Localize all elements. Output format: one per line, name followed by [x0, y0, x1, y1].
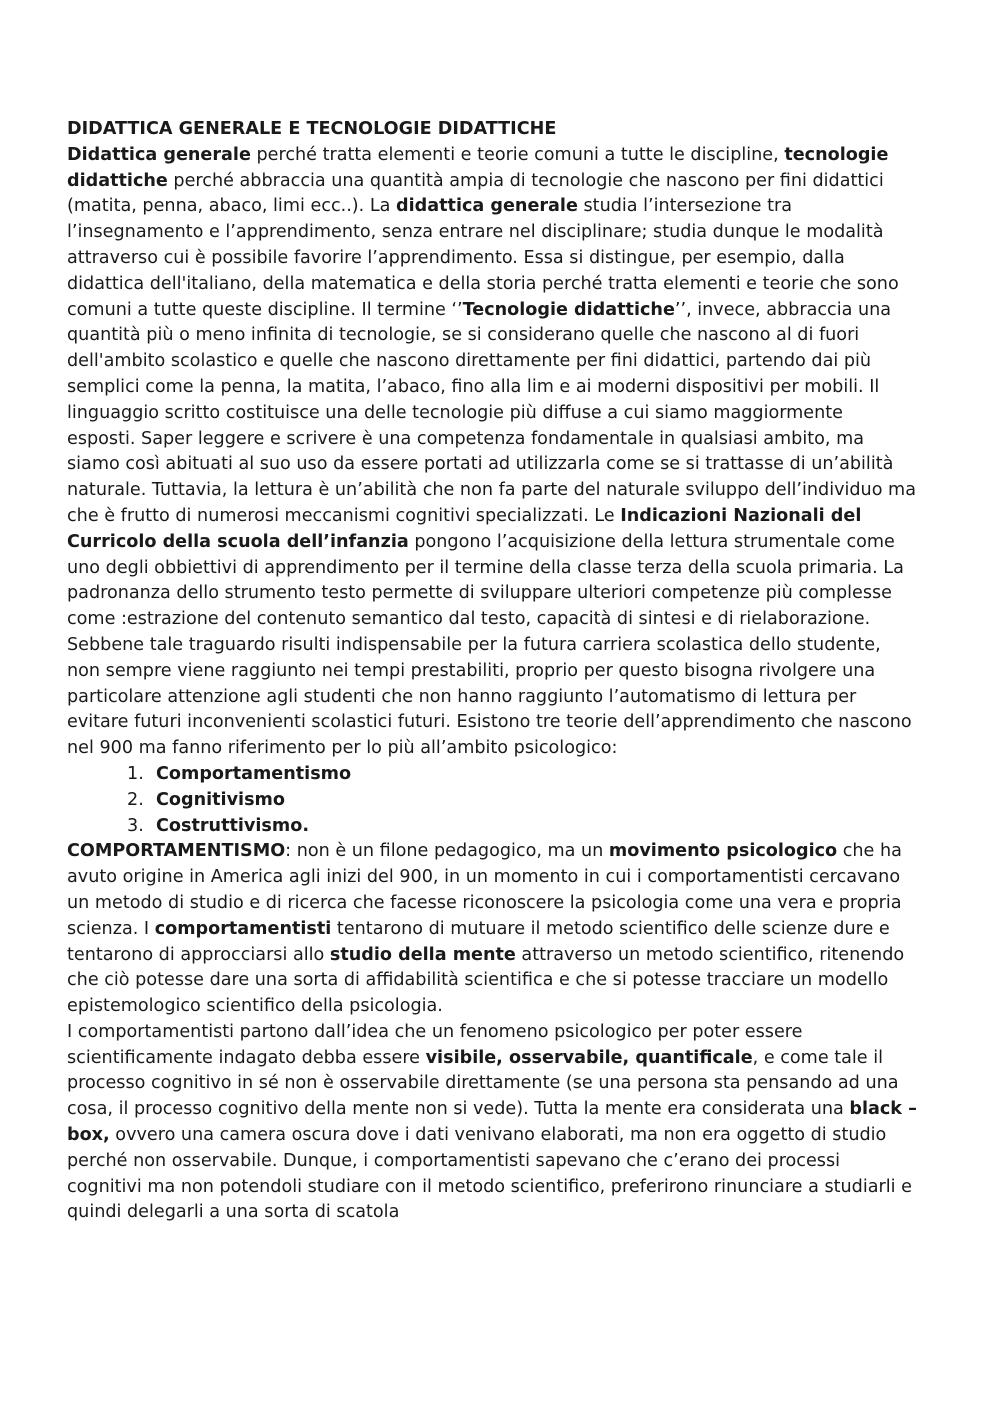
- text-run: attraverso un metodo scientifico, ritenendo che ciò potesse dare una sorta di affidabilità scientifica e che si potesse tracciare un modello epistemologico scientifico della psicologia.: [67, 944, 905, 1017]
- bold-text-run: didattica generale: [396, 196, 578, 217]
- behaviorism-paragraph: [67, 839, 917, 1020]
- list-item-label: Cognitivismo: [156, 789, 285, 810]
- bold-text-run: Didattica generale: [67, 144, 251, 165]
- bold-text-run: COMPORTAMENTISMO: [67, 841, 286, 862]
- bold-text-run: visibile, osservabile, quantificale: [425, 1047, 753, 1068]
- text-run: che ha avuto origine in America agli inizi del 900, in un momento in cui i comportamentisti cercavano un metodo di studio e di ricerca che facesse riconoscere la psicologia come una vera e propria scienza. I: [67, 841, 902, 939]
- document-title: DIDATTICA GENERALE E TECNOLOGIE DIDATTICHE: [67, 119, 557, 139]
- text-run: tentarono di mutuare il metodo scientifico delle scienze dure e tentarono di approcciarsi allo: [67, 918, 890, 965]
- list-item: [127, 814, 917, 840]
- text-run: : non è un filone pedagogico, ma un: [285, 841, 609, 862]
- list-item-number: 3.: [127, 815, 144, 836]
- document-page: [67, 117, 917, 1226]
- text-run: ovvero una camera oscura dove i dati venivano elaborati, ma non era oggetto di studio perché non osservabile. Dunque, i comportamentisti sapevano che c’erano dei processi cognitivi ma non potendoli studiare con il metodo scientifico, preferirono rinunciare a studiarli e quindi delegarli a una sorta di scatola: [67, 1125, 912, 1223]
- list-item-number: 1.: [127, 763, 144, 784]
- bold-text-run: movimento psicologico: [608, 841, 838, 862]
- text-run: pongono l’acquisizione della lettura strumentale come uno degli obbiettivi di apprendimento per il termine della classe terza della scuola primaria. La padronanza dello strumento testo permette di sviluppare ulteriori competenze più complesse come :estrazione del contenuto semantico dal testo, capacità di sintesi e di rielaborazione. Sebbene tale traguardo risulti indispensabile per la futura carriera scolastica dello studente, non sempre viene raggiunto nei tempi prestabiliti, proprio per questo bisogna rivolgere una particolare attenzione agli studenti che non hanno raggiunto l’automatismo di lettura per evitare futuri inconvenienti scolastici futuri. Esistono tre teorie dell’apprendimento che nascono nel 900 ma fanno riferimento per lo più all’ambito psicologico:: [67, 531, 912, 759]
- bold-text-run: black – box,: [67, 1099, 917, 1146]
- bold-text-run: Tecnologie didattiche: [462, 299, 675, 320]
- text-run: perché tratta elementi e teorie comuni a tutte le discipline,: [250, 144, 785, 165]
- text-run: studia l’intersezione tra l’insegnamento e l’apprendimento, senza entrare nel disciplinare; studia dunque le modalità attraverso cui è possibile favorire l’apprendimento. Essa si distingue, per esempio, dalla didattica dell'italiano, della matematica e della storia perché tratta elementi e teorie che sono comuni a tutte queste discipline. Il termine ‘’: [67, 196, 899, 320]
- list-item-label: Costruttivismo.: [156, 815, 310, 836]
- intro-paragraph: [67, 143, 917, 762]
- bold-text-run: tecnologie didattiche: [67, 144, 889, 191]
- list-item-number: 2.: [127, 789, 144, 810]
- list-item-label: Comportamentismo: [156, 763, 352, 784]
- learning-theories-list: [67, 762, 917, 839]
- text-run: ’’, invece, abbraccia una quantità più o meno infinita di tecnologie, se si considerano quelle che nascono al di fuori dell'ambito scolastico e quelle che nascono direttamente per fini didattici, partendo dai più semplici come la penna, la matita, l’abaco, fino alla lim e ai moderni dispositivi per mobili. Il linguaggio scritto costituisce una delle tecnologie più diffuse a cui siamo maggiormente esposti. Saper leggere e scrivere è una competenza fondamentale in qualsiasi ambito, ma siamo così abituati al suo uso da essere portati ad utilizzarla come se si trattasse di un’abilità naturale. Tuttavia, la lettura è un’abilità che non fa parte del naturale sviluppo dell’individuo ma che è frutto di numerosi meccanismi cognitivi specializzati. Le: [67, 299, 916, 526]
- bold-text-run: Indicazioni Nazionali del Curricolo della scuola dell’infanzia: [67, 505, 862, 552]
- text-run: perché abbraccia una quantità ampia di tecnologie che nascono per fini didattici (matita, penna, abaco, limi ecc..). La: [67, 170, 884, 217]
- bold-text-run: comportamentisti: [154, 918, 332, 939]
- list-item: [127, 788, 917, 814]
- text-run: I comportamentisti partono dall’idea che un fenomeno psicologico per poter essere scientificamente indagato debba essere: [67, 1021, 803, 1068]
- bold-text-run: studio della mente: [329, 944, 516, 965]
- list-item: [127, 762, 917, 788]
- text-run: , e come tale il processo cognitivo in sé non è osservabile direttamente (se una persona sta pensando ad una cosa, il processo cognitivo della mente non si vede). Tutta la mente era considerata una: [67, 1047, 899, 1120]
- black-box-paragraph: [67, 1020, 917, 1226]
